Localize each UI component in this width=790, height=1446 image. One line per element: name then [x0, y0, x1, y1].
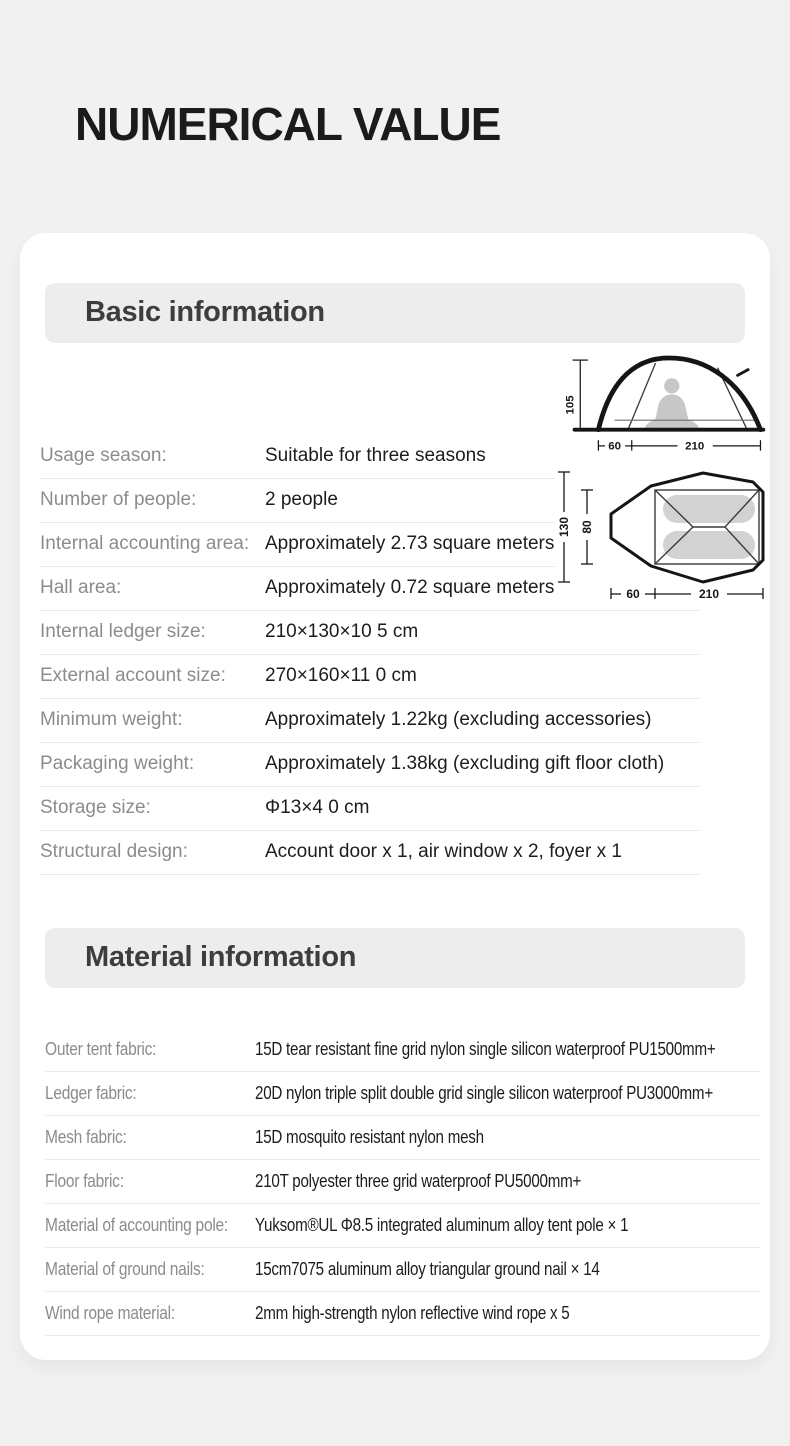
row-label: Material of ground nails:: [45, 1258, 205, 1280]
row-value: 210×130×10 5 cm: [265, 621, 419, 643]
row-label: Floor fabric:: [45, 1170, 124, 1192]
table-row: [45, 1204, 760, 1248]
row-label: External account size:: [40, 665, 226, 687]
row-value: Account door x 1, air window x 2, foyer x 1: [265, 841, 622, 863]
table-row: [45, 1160, 760, 1204]
bottom-dimensions: [598, 440, 760, 450]
table-row: [40, 699, 700, 743]
row-label: Outer tent fabric:: [45, 1038, 157, 1060]
side-length-label: 210: [685, 440, 705, 453]
top-inner-width-label: 80: [580, 520, 594, 534]
row-value: Φ13×4 0 cm: [265, 797, 370, 819]
side-height-label: 105: [565, 395, 577, 415]
row-label: Material of accounting pole:: [45, 1214, 229, 1236]
section-header-basic: [45, 283, 745, 343]
table-row: [45, 1292, 760, 1336]
section-header-material: [45, 928, 745, 988]
table-row: [45, 1248, 760, 1292]
top-length-label: 210: [698, 586, 720, 601]
row-label: Usage season:: [40, 445, 167, 467]
top-front-label: 60: [626, 586, 640, 601]
table-row: [45, 1028, 760, 1072]
table-row: [40, 787, 700, 831]
table-row: [40, 743, 700, 787]
row-value: 15cm7075 aluminum alloy triangular ground nail × 14: [255, 1258, 600, 1280]
page-title: NUMERICAL VALUE: [75, 98, 501, 150]
spec-card: [20, 233, 770, 1360]
tent-side-view-diagram: [565, 345, 770, 461]
table-row: [40, 831, 700, 875]
row-value: Yuksom®UL Φ8.5 integrated aluminum alloy tent pole × 1: [255, 1214, 629, 1236]
section-header-material-label: Material information: [85, 941, 357, 974]
section-header-basic-label: Basic information: [85, 296, 325, 329]
row-label: Internal ledger size:: [40, 621, 206, 643]
table-row: [40, 611, 700, 655]
row-value: Approximately 0.72 square meters: [265, 577, 555, 599]
row-label: Wind rope material:: [45, 1302, 175, 1324]
row-label: Minimum weight:: [40, 709, 183, 731]
side-front-label: 60: [608, 440, 621, 453]
row-value: 2 people: [265, 489, 338, 511]
row-value: Approximately 2.73 square meters: [265, 533, 555, 555]
row-value: Approximately 1.22kg (excluding accessories): [265, 709, 652, 731]
table-row: [40, 655, 700, 699]
row-label: Mesh fabric:: [45, 1126, 127, 1148]
row-value: Approximately 1.38kg (excluding gift floor cloth): [265, 753, 665, 775]
tent-side-view-drawing: [565, 345, 770, 461]
row-value: 270×160×11 0 cm: [265, 665, 417, 687]
table-row: [45, 1072, 760, 1116]
spacer: [20, 233, 770, 283]
material-info-table: [45, 1028, 760, 1336]
height-dimension: [573, 360, 588, 428]
row-label: Structural design:: [40, 841, 188, 863]
row-value: 210T polyester three grid waterproof PU5000mm+: [255, 1170, 582, 1192]
top-outer-width-label: 130: [557, 516, 571, 537]
row-label: Packaging weight:: [40, 753, 195, 775]
meditating-person-icon: [645, 378, 699, 431]
spacer: [20, 875, 770, 928]
row-value: 15D tear resistant fine grid nylon single silicon waterproof PU1500mm+: [255, 1038, 716, 1060]
row-value: 20D nylon triple split double grid single silicon waterproof PU3000mm+: [255, 1082, 713, 1104]
row-value: 15D mosquito resistant nylon mesh: [255, 1126, 484, 1148]
tent-top-view-drawing: [555, 462, 770, 603]
row-label: Ledger fabric:: [45, 1082, 137, 1104]
tent-top-view-diagram: [555, 462, 770, 603]
row-label: Hall area:: [40, 577, 122, 599]
row-label: Storage size:: [40, 797, 151, 819]
row-value: Suitable for three seasons: [265, 445, 486, 467]
inner-tent-lines: [615, 363, 756, 430]
row-label: Internal accounting area:: [40, 533, 250, 555]
row-label: Number of people:: [40, 489, 197, 511]
table-row: [45, 1116, 760, 1160]
row-value: 2mm high-strength nylon reflective wind rope x 5: [255, 1302, 570, 1324]
